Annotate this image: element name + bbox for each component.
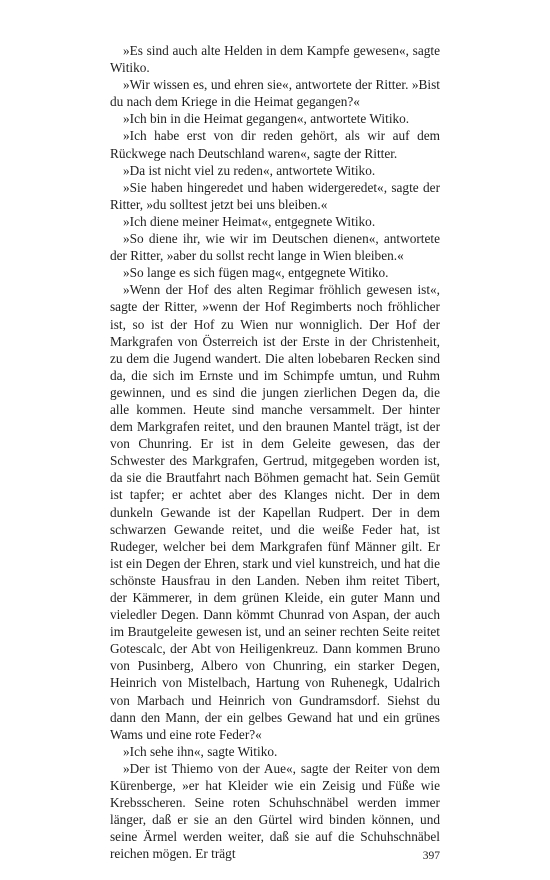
paragraph: »Wir wissen es, und ehren sie«, antwortete der Ritter. »Bist du nach dem Kriege in die Heimat gegangen?« [110,77,440,110]
paragraph: »Ich diene meiner Heimat«, entgegnete Witiko. [123,213,376,229]
paragraph: »Da ist nicht viel zu reden«, antwortete Witiko. [123,162,376,178]
paragraph: »Wenn der Hof des alten Regimar fröhlich gewesen ist«, sagte der Ritter, »wenn der Hof Regimberts noch fröhlicher ist, so ist der Hof zu Wien nur wonniglich. Der Hof der Markgrafen von Österreich ist der Erste in der Christenheit, zu dem die Jugend wandert. Die alten lobebaren Recken sind da, die sich im Ernste und im Schimpfe umtun, und Ruhm gewinnen, und es sind die jungen zierlichen Degen da, die alle kommen. Heute sind manche versammelt. Der hinter dem Markgrafen reitet, und den braunen Mantel trägt, ist der von Chunring. Er ist in dem Geleite gewesen, das der Schwester des Markgrafen, Gertrud, mitgegeben worden ist, da sie die Brautfahrt nach Böhmen gemacht hat. Sein Gemüt ist tapfer; er achtet aber des Klanges nicht. Der in dem dunkeln Gewande ist der Kapellan Rudpert. Der in dem schwarzen Gewande reitet, und die weiße Feder hat, ist Rudeger, welcher bei dem Markgrafen fünf Männer gilt. Er ist ein Degen der Ehren, stark und viel kunstreich, und hat die schönste Hausfrau in den Landen. Neben ihm reitet Tibert, der Kämmerer, in dem grünen Kleide, ein guter Mann und vieledler Degen. Dann kömmt Chunrad von Aspan, der auch im Brautgeleite gewesen ist, und an seiner rechten Seite reitet Gotescalc, der Abt von Heiligenkreuz. Dann kommen Bruno von Pusinberg, Albero von Chunring, ein starker Degen, Heinrich von Mistelbach, Hartung von Ruhenegk, Udalrich von Marbach und Heinrich von Gundramsdorf. Siehst du dann den Mann, der ein gelbes Gewand hat und ein grünes Wams und eine rote Feder?« [110,282,440,742]
paragraph: »Ich habe erst von dir reden gehört, als wir auf dem Rückwege nach Deutschland waren«, sagte der Ritter. [110,128,440,161]
paragraph: »Es sind auch alte Helden in dem Kampfe gewesen«, sagte Witiko. [110,43,440,76]
paragraph: »Ich sehe ihn«, sagte Witiko. [123,743,278,759]
page-number: 397 [422,850,440,862]
paragraph: »Ich bin in die Heimat gegangen«, antwortete Witiko. [123,111,410,127]
book-page-text [110,42,440,863]
paragraph: »Sie haben hingeredet und haben widergeredet«, sagte der Ritter, »du solltest jetzt bei uns bleiben.« [110,179,440,212]
paragraph: »So lange es sich fügen mag«, entgegnete Witiko. [123,265,389,281]
paragraph: »So diene ihr, wie wir im Deutschen dienen«, antwortete der Ritter, »aber du sollst recht lange in Wien bleiben.« [110,231,440,264]
paragraph: »Der ist Thiemo von der Aue«, sagte der Reiter von dem Kürenberge, »er hat Kleider wie ein Zeisig und Füße wie Krebsscheren. Seine roten Schuhschnäbel werden immer länger, daß er sie an den Gürtel wird binden können, und seine Ärmel werden weiter, daß sie auf die Schuhschnäbel reichen mögen. Er trägt [110,760,440,862]
